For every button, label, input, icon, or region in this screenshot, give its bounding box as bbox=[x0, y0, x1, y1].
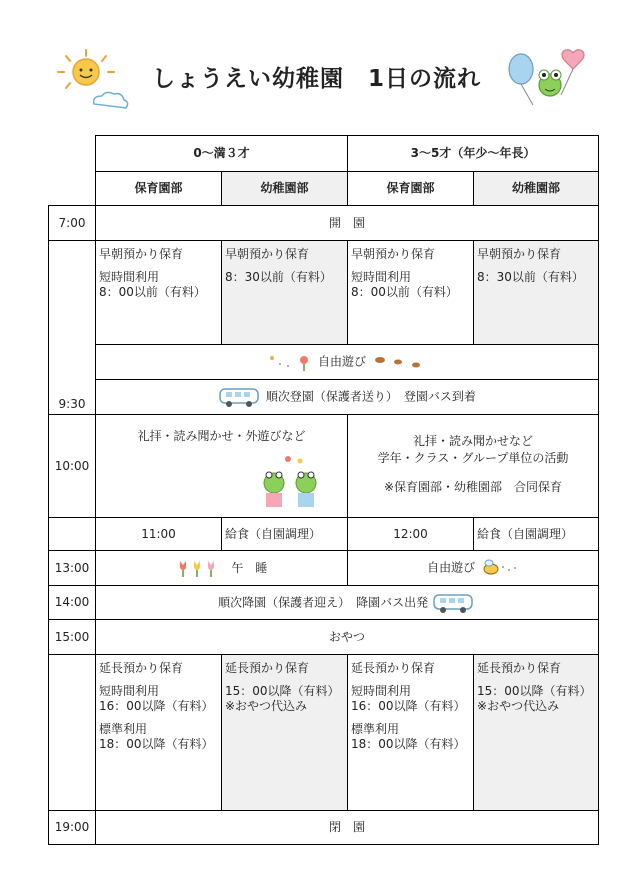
extended-time-blank bbox=[49, 655, 96, 811]
time-1300: 13:00 bbox=[49, 551, 96, 586]
early-kinder-old: 早朝預かり保育 8：30以前（有料） bbox=[474, 241, 599, 345]
extended-kinder-old: 延長預かり保育 15：00以降（有料） ※おやつ代込み bbox=[474, 655, 599, 811]
lunch-time-old: 12:00 bbox=[348, 518, 474, 551]
nursery-header-old: 保育園部 bbox=[348, 172, 474, 206]
extended-nursery-young: 延長預かり保育 短時間利用 16：00以降（有料） 標準利用 18：00以降（有料） bbox=[96, 655, 222, 811]
time-1900: 19:00 bbox=[49, 811, 96, 845]
departure-row bbox=[96, 586, 599, 620]
old-activity-line2: 学年・クラス・グループ単位の活動 bbox=[377, 451, 569, 465]
time-1000: 10:00 bbox=[49, 415, 96, 518]
bugs-icon bbox=[370, 352, 430, 372]
lunch-time-young: 11:00 bbox=[96, 518, 222, 551]
free-play-label: 自由遊び bbox=[318, 354, 367, 369]
flower-icon bbox=[264, 352, 314, 372]
departure-label: 順次降園（保護者迎え） 降園バス出発 bbox=[218, 595, 429, 609]
close-label: 閉 園 bbox=[96, 811, 599, 845]
free-play-old-label: 自由遊び bbox=[427, 560, 476, 575]
page-title: しょうえい幼稚園 1日の流れ bbox=[152, 66, 482, 92]
lunch-time-blank bbox=[49, 518, 96, 551]
nursery-header-young: 保育園部 bbox=[96, 172, 222, 206]
tulips-icon bbox=[176, 558, 220, 578]
bee-icon bbox=[479, 558, 519, 578]
early-nursery-old: 早朝預かり保育 短時間利用 8：00以前（有料） bbox=[348, 241, 474, 345]
early-nursery-young: 早朝預かり保育 短時間利用 8：00以前（有料） bbox=[96, 241, 222, 345]
time-0930: 9:30 bbox=[49, 241, 96, 415]
kinder-header-young: 幼稚園部 bbox=[222, 172, 348, 206]
free-play-row bbox=[96, 345, 599, 380]
free-play-old-cell bbox=[348, 551, 599, 586]
schedule-table bbox=[48, 135, 599, 845]
kinder-header-old: 幼稚園部 bbox=[474, 172, 599, 206]
young-activity-label: 礼拝・読み聞かせ・外遊びなど bbox=[137, 429, 306, 443]
bus-icon-2 bbox=[432, 592, 476, 614]
extended-kinder-young: 延長預かり保育 15：00以降（有料） ※おやつ代込み bbox=[222, 655, 348, 811]
time-1400: 14:00 bbox=[49, 586, 96, 620]
corner-blank-2 bbox=[49, 172, 96, 206]
old-activity-cell bbox=[348, 415, 599, 518]
group-old-header: 3〜5才（年少〜年長） bbox=[348, 136, 599, 172]
lunch-old: 給食（自園調理） bbox=[474, 518, 599, 551]
frog-balloons-icon bbox=[505, 45, 595, 120]
nap-cell bbox=[96, 551, 348, 586]
young-activity-cell bbox=[96, 415, 348, 518]
frogs-icon bbox=[256, 453, 326, 511]
sun-icon bbox=[52, 44, 132, 114]
corner-blank bbox=[49, 136, 96, 172]
early-kinder-young: 早朝預かり保育 8：30以前（有料） bbox=[222, 241, 348, 345]
old-activity-line1: 礼拝・読み聞かせなど bbox=[413, 434, 534, 448]
arrival-label: 順次登園（保護者送り） 登園バス到着 bbox=[265, 389, 476, 404]
extended-nursery-old: 延長預かり保育 短時間利用 16：00以降（有料） 標準利用 18：00以降（有料） bbox=[348, 655, 474, 811]
open-label: 開 園 bbox=[96, 206, 599, 241]
time-1500: 15:00 bbox=[49, 620, 96, 655]
nap-label: 午 睡 bbox=[231, 560, 268, 575]
arrival-row bbox=[96, 380, 599, 415]
group-young-header: 0〜満３才 bbox=[96, 136, 348, 172]
old-activity-line3: ※保育園部・幼稚園部 合同保育 bbox=[383, 480, 563, 494]
lunch-young: 給食（自園調理） bbox=[222, 518, 348, 551]
bus-icon bbox=[218, 386, 262, 408]
snack-label: おやつ bbox=[96, 620, 599, 655]
time-0700: 7:00 bbox=[49, 206, 96, 241]
